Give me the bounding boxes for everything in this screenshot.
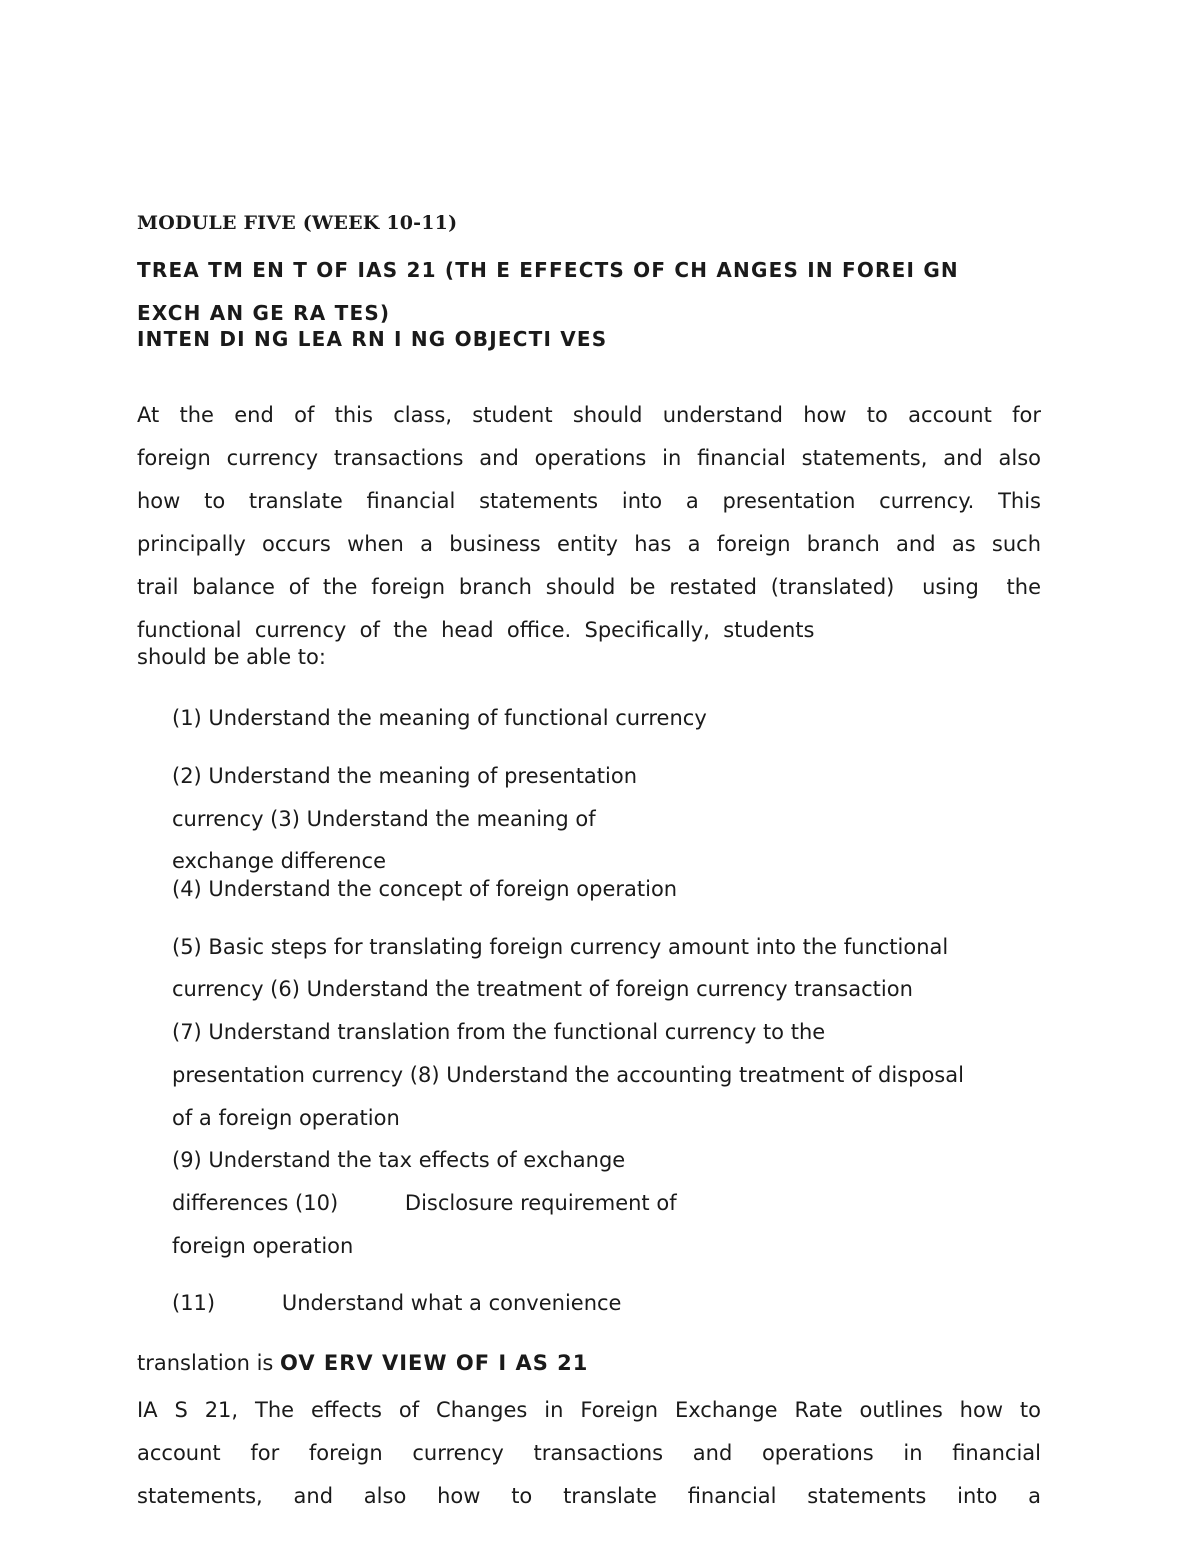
intro-line: foreign currency transactions and operations in financial statements, and also xyxy=(137,446,1041,470)
objective-line: exchange difference xyxy=(172,849,386,873)
overview-line: IA S 21, The effects of Changes in Foreign Exchange Rate outlines how to xyxy=(137,1398,1041,1422)
document-title-line-2: EXCH AN GE RA TES) xyxy=(137,301,391,325)
objective-line: (9) Understand the tax effects of exchange xyxy=(172,1148,626,1172)
objective-line: (11) Understand what a convenience xyxy=(172,1291,622,1315)
objective-line: of a foreign operation xyxy=(172,1106,400,1130)
objective-line: foreign operation xyxy=(172,1234,354,1258)
module-title: MODULE FIVE (WEEK 10-11) xyxy=(137,212,458,234)
intro-line: principally occurs when a business entity has a foreign branch and as such xyxy=(137,532,1041,556)
objective-line: (5) Basic steps for translating foreign currency amount into the functional xyxy=(172,935,949,959)
objective-line: (7) Understand translation from the functional currency to the xyxy=(172,1020,826,1044)
overview-heading: OV ERV VIEW OF I AS 21 xyxy=(280,1351,589,1375)
objective-line: presentation currency (8) Understand the accounting treatment of disposal xyxy=(172,1063,964,1087)
intro-line: functional currency of the head office. Specifically, students xyxy=(137,618,815,642)
objective-line: currency (3) Understand the meaning of xyxy=(172,807,596,831)
objectives-heading: INTEN DI NG LEA RN I NG OBJECTI VES xyxy=(137,327,608,351)
objective-line: (1) Understand the meaning of functional currency xyxy=(172,706,707,730)
overview-heading-line xyxy=(137,1350,588,1376)
objective-line: differences (10) Disclosure requirement of xyxy=(172,1191,677,1215)
overview-line: account for foreign currency transactions and operations in financial xyxy=(137,1441,1041,1465)
objective-line: currency (6) Understand the treatment of foreign currency transaction xyxy=(172,977,913,1001)
overview-prefix: translation is xyxy=(137,1351,281,1375)
intro-line: At the end of this class, student should understand how to account for xyxy=(137,403,1041,427)
document-title-line-1: TREA TM EN T OF IAS 21 (TH E EFFECTS OF CH ANGES IN FOREI GN xyxy=(137,258,959,282)
overview-line: statements, and also how to translate financial statements into a xyxy=(137,1484,1041,1508)
objective-line: (4) Understand the concept of foreign operation xyxy=(172,877,678,901)
objective-line: (2) Understand the meaning of presentation xyxy=(172,764,638,788)
intro-line: should be able to: xyxy=(137,645,326,669)
intro-line: how to translate financial statements into a presentation currency. This xyxy=(137,489,1041,513)
intro-line: trail balance of the foreign branch should be restated (translated) using the xyxy=(137,575,1041,599)
